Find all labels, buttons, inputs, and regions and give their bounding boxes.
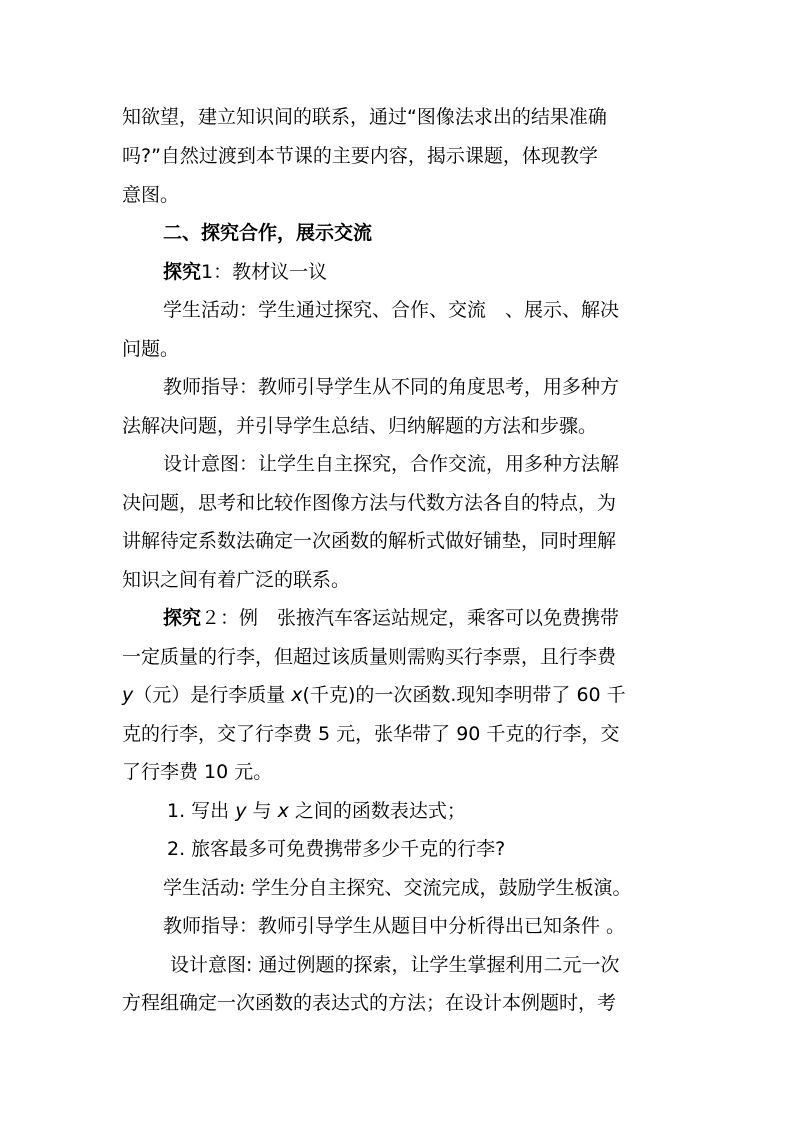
section-heading: 二、探究合作，展示交流 [163, 222, 373, 244]
paragraph-line: 学生活动：学生通过探究、合作、交流 、展示、解决 [163, 299, 620, 321]
paragraph-line: 意图。 [122, 184, 180, 206]
paragraph-line [122, 682, 626, 708]
variable-y: y [235, 800, 247, 822]
paragraph-line: 方程组确定一次函数的表达式的方法；在设计本例题时，考 [122, 992, 617, 1014]
paragraph-line: 决问题，思考和比较作图像方法与代数方法各自的特点，为 [122, 492, 617, 514]
text-segment: 与 [246, 800, 278, 822]
text-segment: (千克)的一次函数.现知李明带了 60 千 [302, 684, 626, 706]
paragraph-line: 设计意图：让学生自主探究，合作交流，用多种方法解 [163, 453, 620, 475]
paragraph-line: 知识之间有着广泛的联系。 [122, 569, 351, 591]
question-2: 2. 旅客最多可免费携带多少千克的行李? [167, 838, 506, 860]
paragraph-line: 了行李费 10 元。 [122, 761, 273, 783]
paragraph-line: 教师指导：教师引导学生从题目中分析得出已知条件 。 [163, 915, 626, 937]
paragraph-line: 教师指导：教师引导学生从不同的角度思考，用多种方 [163, 376, 620, 398]
text-segment: 之间的函数表达式； [288, 800, 466, 822]
paragraph-line: 克的行李，交了行李费 5 元，张华带了 90 千克的行李，交 [122, 723, 620, 745]
paragraph-line: 问题。 [122, 338, 180, 360]
paragraph-line: 一定质量的行李，但超过该质量则需购买行李票，且行李费 [122, 646, 617, 668]
paragraph-line: 学生活动: 学生分自主探究、交流完成，鼓励学生板演。 [163, 877, 632, 899]
paragraph-line: 讲解待定系数法确定一次函数的解析式做好铺垫，同时理解 [122, 530, 617, 552]
variable-x: x [277, 800, 289, 822]
explore-label: 探究 [163, 607, 202, 629]
question-1 [167, 798, 466, 824]
variable-y: y [122, 684, 134, 706]
paragraph-line: 吗?”自然过渡到本节课的主要内容，揭示课题，体现教学 [122, 145, 598, 167]
paragraph-line: 法解决问题，并引导学生总结、归纳解题的方法和步骤。 [122, 415, 598, 437]
explore-text: ２：例 张掖汽车客运站规定，乘客可以免费携带 [201, 607, 620, 629]
explore-label: 探究 [163, 261, 202, 283]
text-segment: （元）是行李质量 [133, 684, 292, 706]
explore-text: 1：教材议一议 [201, 261, 328, 283]
explore-2-heading [163, 605, 619, 631]
explore-1-heading [163, 259, 327, 285]
paragraph-line: 设计意图: 通过例题的探索，让学生掌握利用二元一次 [170, 954, 620, 976]
variable-x: x [291, 684, 303, 706]
paragraph-line: 知欲望，建立知识间的联系，通过“图像法求出的结果准确 [122, 106, 607, 128]
text-segment: 1. 写出 [167, 800, 236, 822]
